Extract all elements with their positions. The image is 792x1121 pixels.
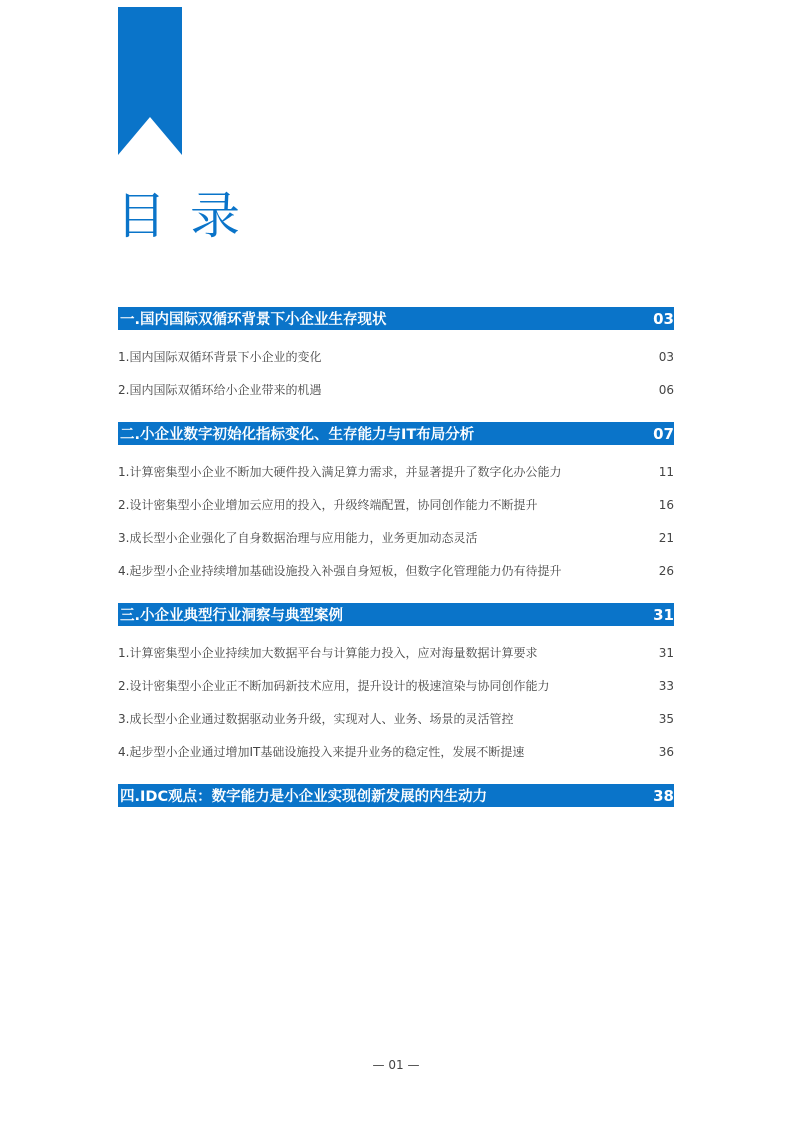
section-title: 一.国内国际双循环背景下小企业生存现状 [120,312,387,328]
section-page-number: 03 [653,309,674,328]
toc-entry[interactable] [118,521,674,554]
entry-page-number: 26 [658,563,674,578]
entry-title: 4.起步型小企业通过增加IT基础设施投入来提升业务的稳定性，发展不断提速 [118,745,525,759]
entry-title: 1.计算密集型小企业不断加大硬件投入满足算力需求，并显著提升了数字化办公能力 [118,465,562,479]
entry-page-number: 31 [658,645,674,660]
entry-title: 2.设计密集型小企业正不断加码新技术应用，提升设计的极速渲染与协同创作能力 [118,679,550,693]
entry-page-number: 06 [658,382,674,397]
section-page-number: 07 [653,424,674,443]
entry-title: 3.成长型小企业通过数据驱动业务升级，实现对人、业务、场景的灵活管控 [118,712,514,726]
entry-page-number: 33 [658,678,674,693]
section-header[interactable] [118,422,674,445]
section-page-number: 38 [653,786,674,805]
toc-entry[interactable] [118,636,674,669]
section-title: 三.小企业典型行业洞察与典型案例 [120,608,344,624]
bookmark-ribbon-icon [118,7,182,155]
section-header[interactable] [118,307,674,330]
section-page-number: 31 [653,605,674,624]
entry-title: 2.国内国际双循环给小企业带来的机遇 [118,383,322,397]
toc-entry[interactable] [118,554,674,587]
toc-section-2 [118,422,674,603]
toc-entry[interactable] [118,340,674,373]
entry-title: 3.成长型小企业强化了自身数据治理与应用能力，业务更加动态灵活 [118,531,478,545]
toc-section-1 [118,307,674,422]
section-title: 二.小企业数字初始化指标变化、生存能力与IT布局分析 [120,427,475,443]
section-header[interactable] [118,603,674,626]
toc-entry[interactable] [118,455,674,488]
entry-page-number: 21 [658,530,674,545]
section-header[interactable] [118,784,674,807]
entry-page-number: 03 [658,349,674,364]
page-title: 目录 [116,187,264,245]
entry-title: 1.国内国际双循环背景下小企业的变化 [118,350,322,364]
entry-title: 1.计算密集型小企业持续加大数据平台与计算能力投入，应对海量数据计算要求 [118,646,538,660]
section-title: 四.IDC观点：数字能力是小企业实现创新发展的内生动力 [120,789,488,805]
table-of-contents [118,307,674,807]
toc-entry[interactable] [118,373,674,406]
toc-entry[interactable] [118,488,674,521]
page-number: — 01 — [372,1058,420,1072]
entry-title: 2.设计密集型小企业增加云应用的投入，升级终端配置，协同创作能力不断提升 [118,498,538,512]
entry-page-number: 16 [658,497,674,512]
entry-page-number: 36 [658,744,674,759]
entry-page-number: 11 [658,464,674,479]
toc-section-3 [118,603,674,784]
entry-title: 4.起步型小企业持续增加基础设施投入补强自身短板，但数字化管理能力仍有待提升 [118,564,562,578]
toc-entry[interactable] [118,735,674,768]
toc-section-4 [118,784,674,807]
toc-entry[interactable] [118,702,674,735]
entry-page-number: 35 [658,711,674,726]
toc-entry[interactable] [118,669,674,702]
